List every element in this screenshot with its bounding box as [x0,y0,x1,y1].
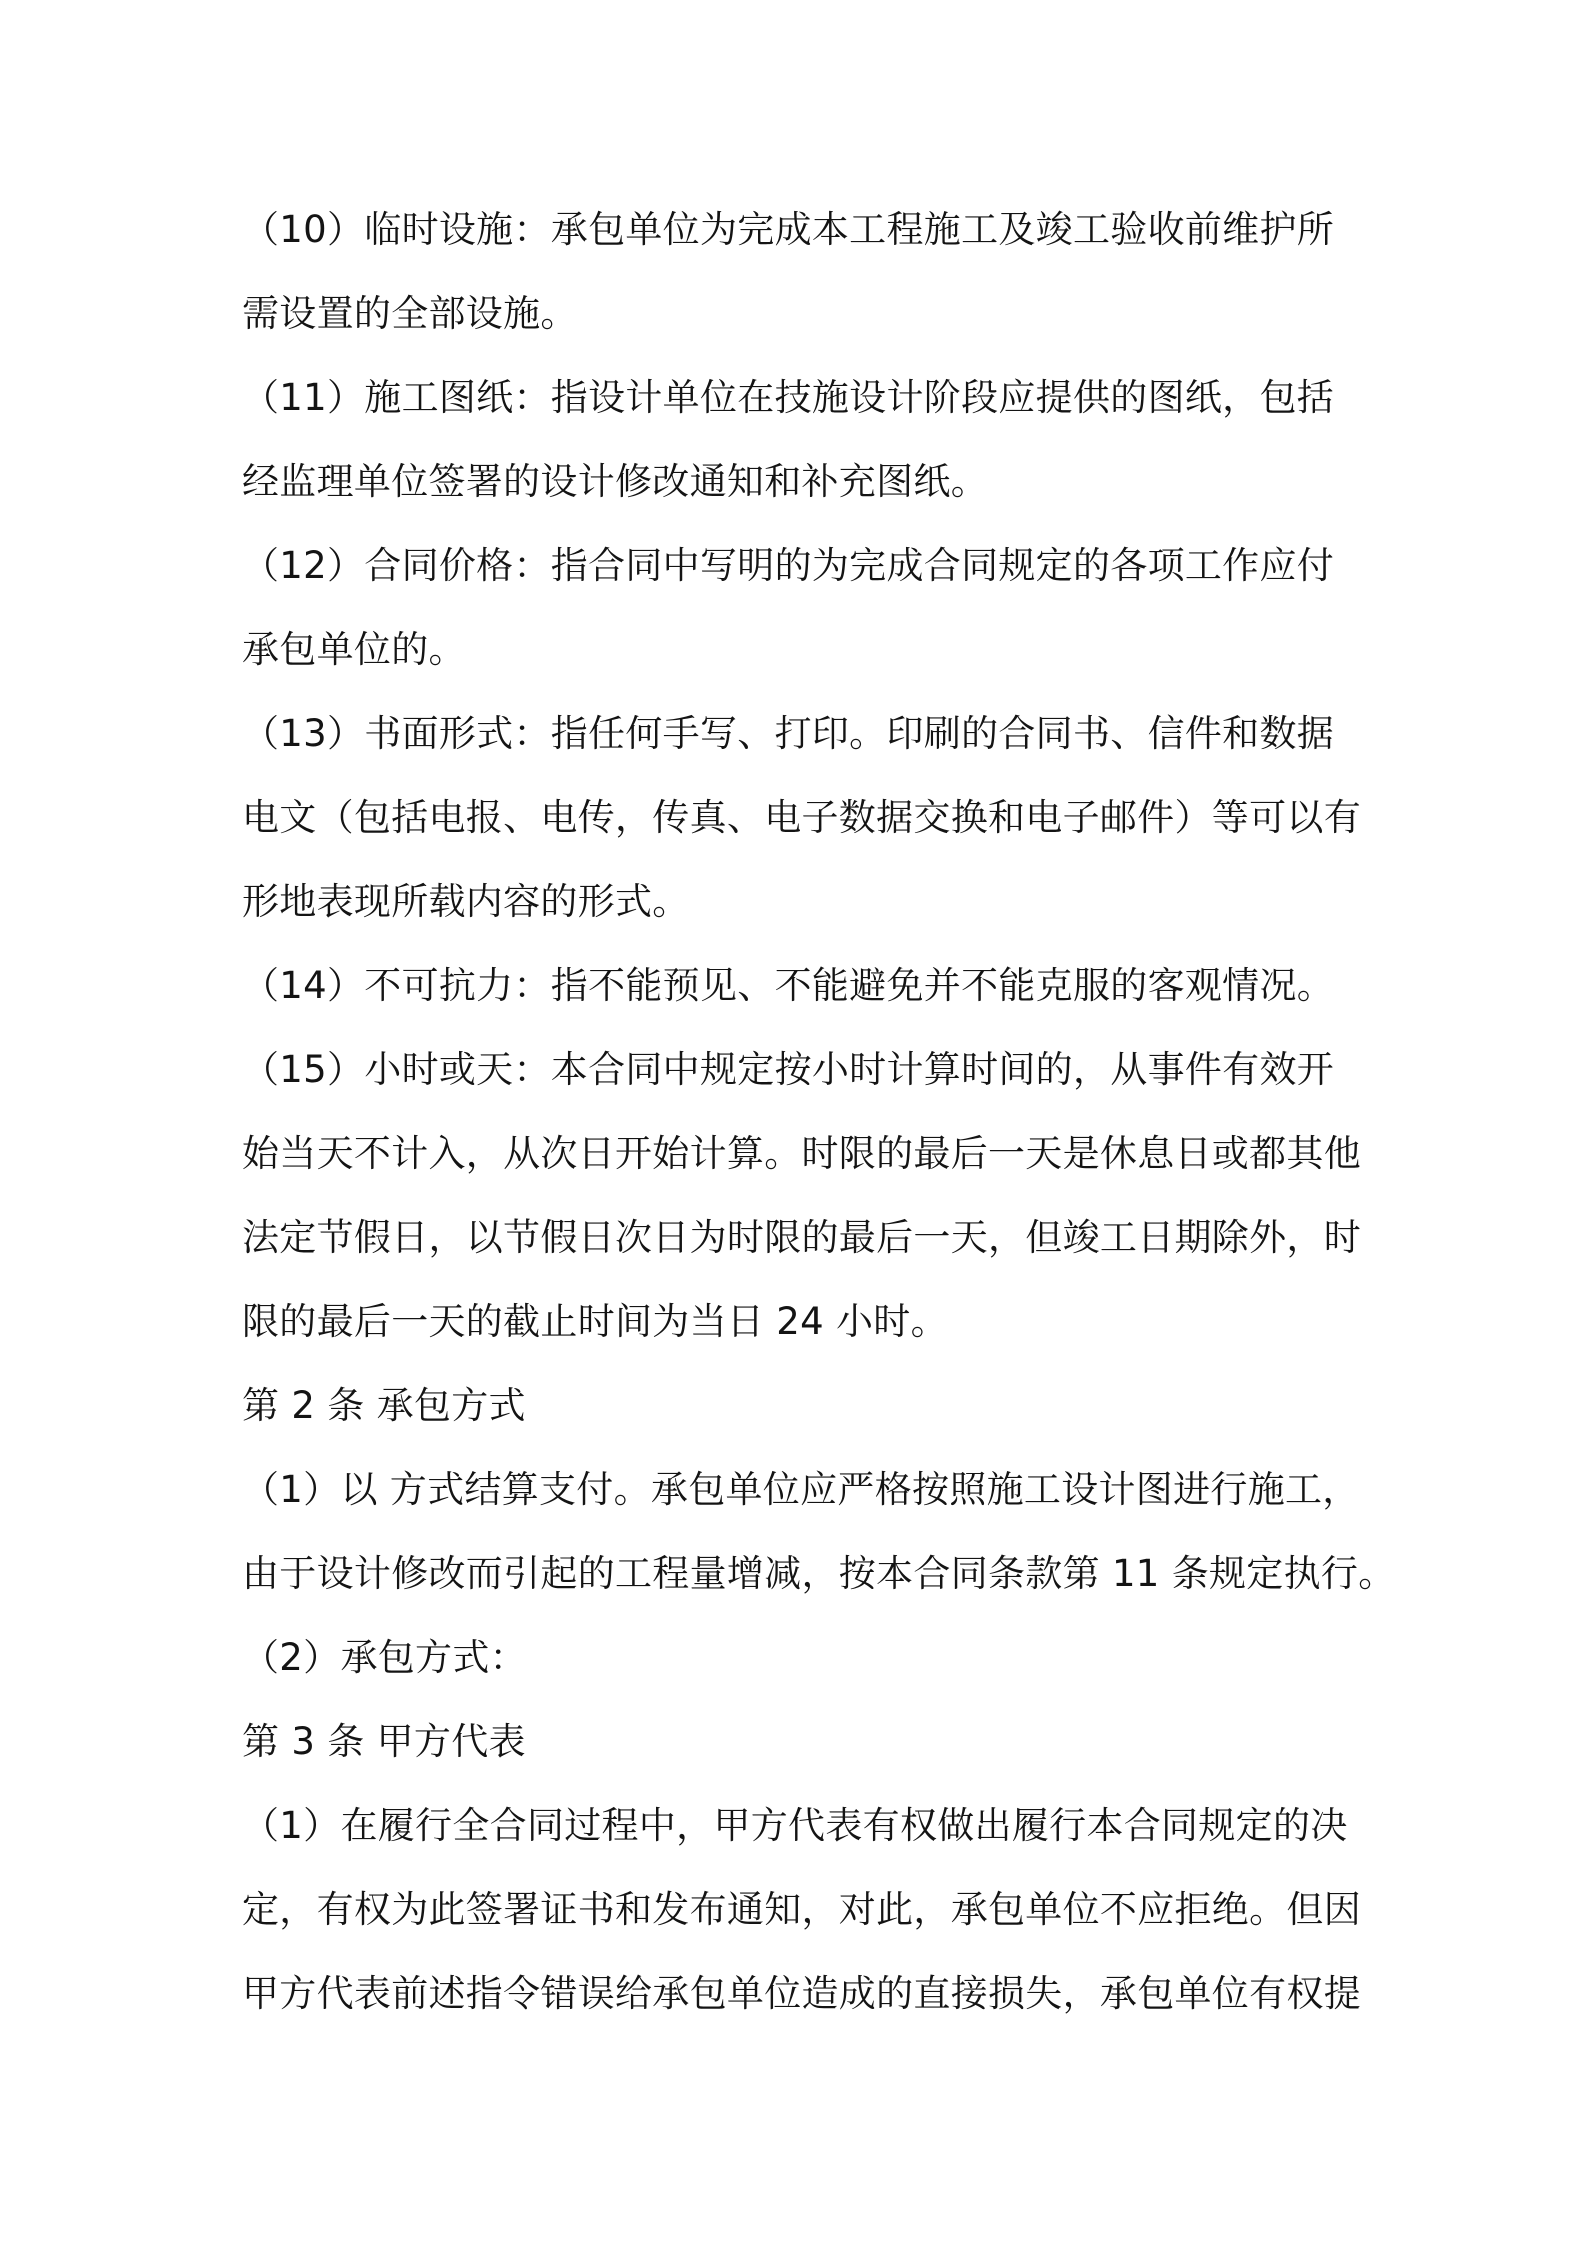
text-line: 始当天不计入，从次日开始计算。时限的最后一天是休息日或都其他 [242,1132,1361,1175]
text-line: 经监理单位签署的设计修改通知和补充图纸。 [242,460,988,503]
text-line: 承包单位的。 [242,628,466,671]
section-heading: 第 2 条 承包方式 [242,1384,526,1427]
text-line: 形地表现所载内容的形式。 [242,880,690,923]
text-line: 定，有权为此签署证书和发布通知，对此，承包单位不应拒绝。但因 [242,1888,1361,1931]
text-line: （15）小时或天：本合同中规定按小时计算时间的，从事件有效开 [242,1048,1335,1091]
text-line: （11）施工图纸：指设计单位在技施设计阶段应提供的图纸，包括 [242,376,1335,419]
text-line: 需设置的全部设施。 [242,292,578,335]
text-line: （14）不可抗力：指不能预见、不能避免并不能克服的客观情况。 [242,964,1335,1007]
text-line: （12）合同价格：指合同中写明的为完成合同规定的各项工作应付 [242,544,1335,587]
text-line: 甲方代表前述指令错误给承包单位造成的直接损失，承包单位有权提 [242,1972,1361,2015]
text-line: 由于设计修改而引起的工程量增减，按本合同条款第 11 条规定执行。 [242,1552,1396,1595]
text-line: 法定节假日，以节假日次日为时限的最后一天，但竣工日期除外，时 [242,1216,1361,1259]
text-line: （13）书面形式：指任何手写、打印。印刷的合同书、信件和数据 [242,712,1335,755]
text-line: （10）临时设施：承包单位为完成本工程施工及竣工验收前维护所 [242,208,1335,251]
text-line: （2）承包方式： [242,1636,527,1679]
text-line: 限的最后一天的截止时间为当日 24 小时。 [242,1300,948,1343]
text-line: （1）在履行全合同过程中，甲方代表有权做出履行本合同规定的决 [242,1804,1348,1847]
text-line: （1）以 方式结算支付。承包单位应严格按照施工设计图进行施工， [242,1468,1360,1511]
section-heading: 第 3 条 甲方代表 [242,1720,526,1763]
text-line: 电文（包括电报、电传，传真、电子数据交换和电子邮件）等可以有 [242,796,1361,839]
